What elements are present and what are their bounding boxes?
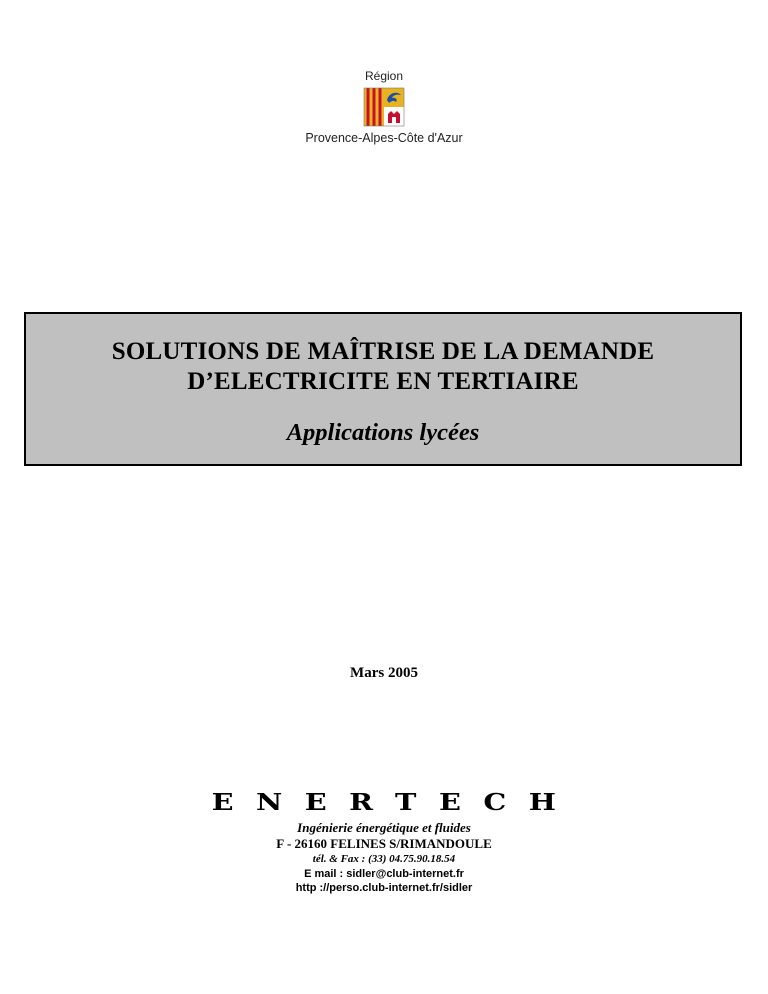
company-phone: tél. & Fax : (33) 04.75.90.18.54 xyxy=(312,853,456,865)
region-logo xyxy=(0,68,768,146)
company-website: http ://perso.club-internet.fr/sidler xyxy=(295,882,473,894)
company-address: F - 26160 FELINES S/RIMANDOULE xyxy=(276,836,492,851)
document-date: Mars 2005 xyxy=(350,665,418,681)
title-line-1: SOLUTIONS DE MAÎTRISE DE LA DEMANDE xyxy=(111,338,655,365)
company-email: E mail : sidler@club-internet.fr xyxy=(304,868,464,880)
logo-top-text: Région xyxy=(364,69,404,83)
company-name: ENERTECH xyxy=(211,789,579,816)
company-tagline: Ingénierie énergétique et fluides xyxy=(297,820,471,835)
title-box xyxy=(24,312,742,466)
company-block xyxy=(0,790,768,895)
subtitle: Applications lycées xyxy=(286,419,480,446)
title-line-2: D’ELECTRICITE EN TERTIAIRE xyxy=(187,368,579,395)
logo-bottom-text: Provence-Alpes-Côte d'Azur xyxy=(305,131,463,145)
region-crest-icon xyxy=(362,86,406,128)
